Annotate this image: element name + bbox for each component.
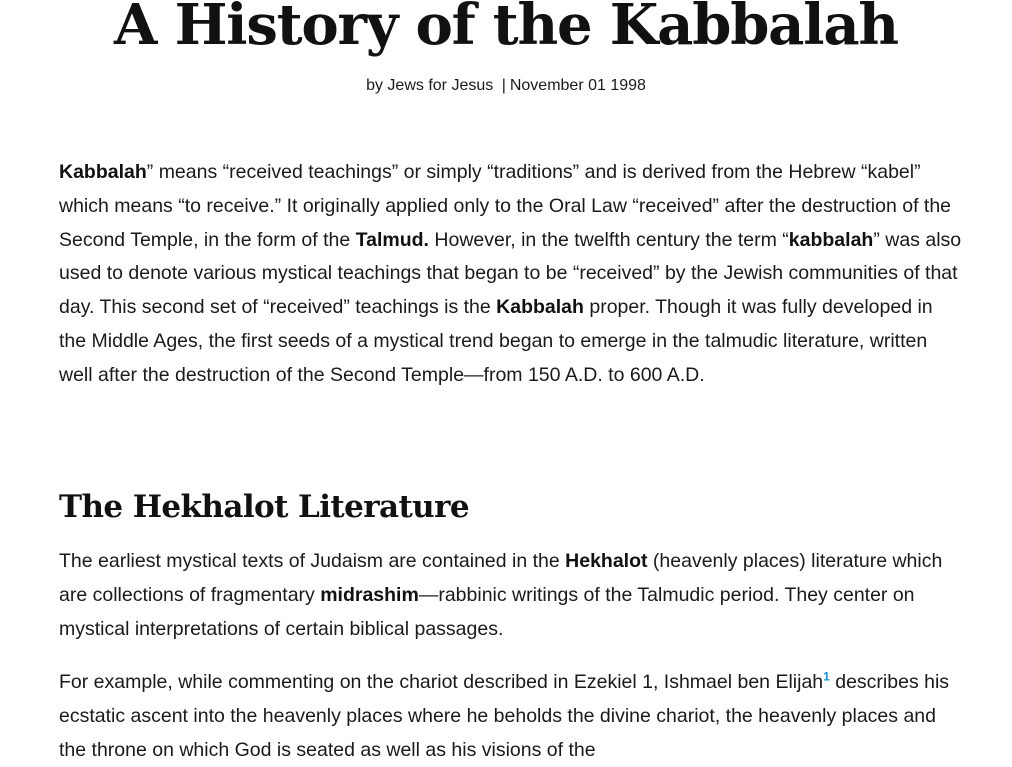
- section-p2-text-2: describes his ecstatic ascent into the heavenly places where he beholds the divine chariot, the heavenly places and the throne on which God is seated as well as his visions of the: [59, 671, 950, 761]
- term-talmud: Talmud.: [355, 228, 429, 251]
- term-kabbalah: Kabbalah: [59, 161, 147, 183]
- term-kabbalah-proper: Kabbalah: [496, 296, 584, 319]
- article-title: A History of the Kabbalah: [114, 0, 898, 58]
- term-midrashim: midrashim: [320, 583, 419, 606]
- intro-text-4: proper. Though it was fully developed in the Middle Ages, the first seeds of a mystical trend began to emerge in the talmudic literature, written well after the destruction of the Second Temple—from 150 A.D. to 600 A.D.: [59, 296, 933, 386]
- intro-text-1: ” means “received teachings” or simply “traditions” and is derived from the Hebrew “kabel” which means “to receive.” It originally applied only to the Oral Law “received” after the destruction of the Second Temple, in the form of the: [59, 161, 952, 251]
- section-heading: The Hekhalot Literature: [59, 489, 469, 525]
- intro-paragraph: [59, 156, 964, 393]
- byline-separator: |: [501, 77, 506, 94]
- footnote-link[interactable]: 1: [823, 669, 830, 684]
- section-p2-text-1: For example, while commenting on the chariot described in Ezekiel 1, Ishmael ben Elijah: [59, 671, 824, 693]
- byline-prefix: by: [366, 77, 383, 94]
- byline-date: November 01 1998: [509, 77, 646, 94]
- byline-author[interactable]: Jews for Jesus: [387, 77, 494, 94]
- term-hekhalot: Hekhalot: [565, 550, 648, 572]
- section-p1-text-3: —rabbinic writings of the Talmudic period. They center on mystical interpretations of certain biblical passages.: [59, 583, 915, 640]
- term-kabbalah-lower: kabbalah: [788, 228, 874, 251]
- intro-text-3: ” was also used to denote various mystical teachings that began to be “received” by the Jewish communities of that day. This second set of “received” teachings is the: [59, 228, 962, 319]
- section-paragraph-1: [59, 545, 964, 646]
- section-p1-text-1: The earliest mystical texts of Judaism are contained in the: [59, 550, 566, 572]
- section-paragraph-2: [59, 666, 964, 767]
- byline: [0, 76, 1012, 96]
- section-p1-text-2: (heavenly places) literature which are collections of fragmentary: [59, 550, 943, 606]
- intro-text-2: However, in the twelfth century the term “: [428, 228, 789, 251]
